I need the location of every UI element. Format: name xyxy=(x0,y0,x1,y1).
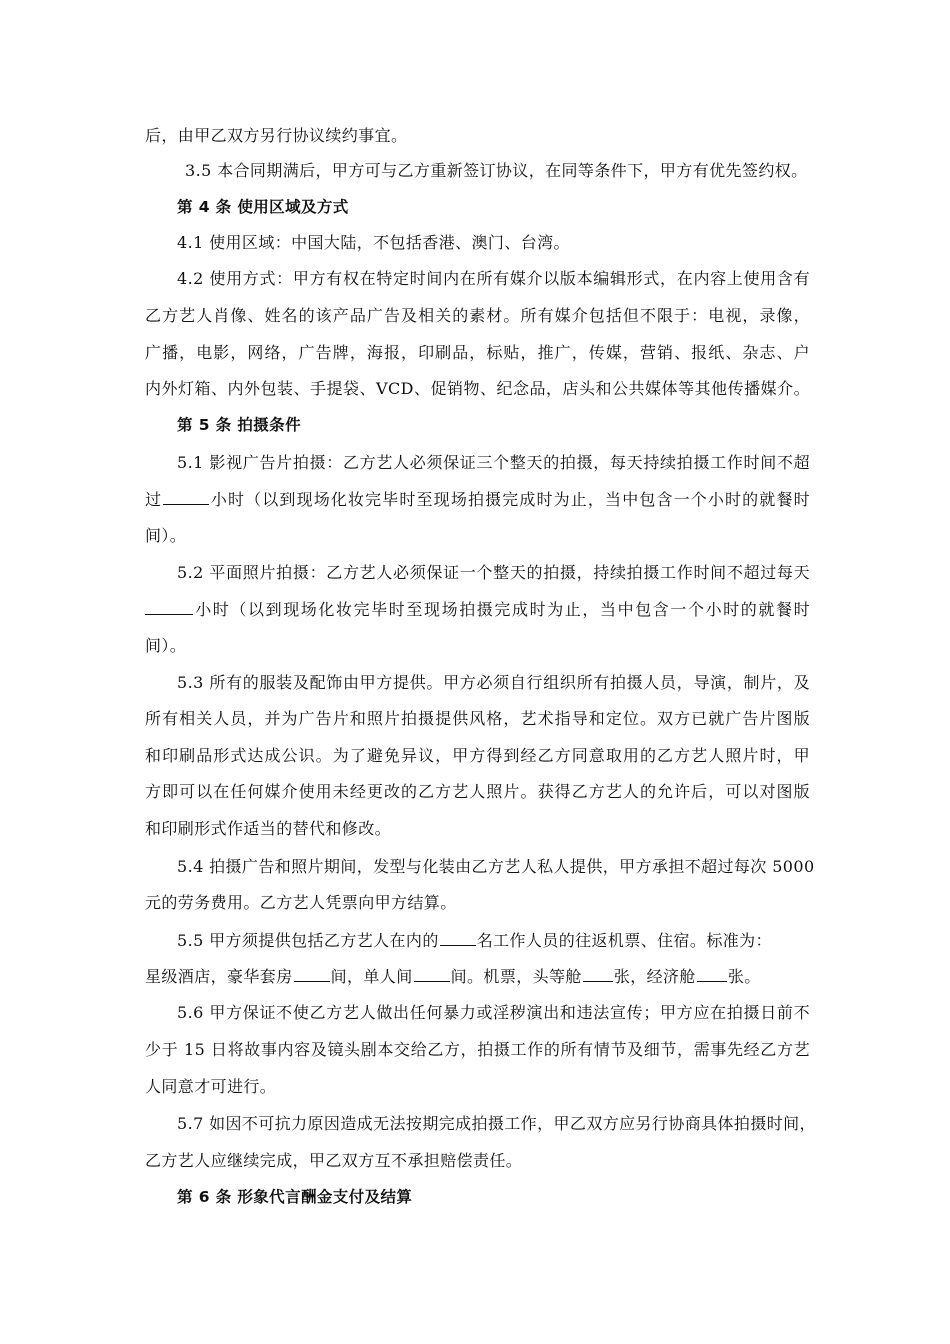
paragraph-line: 元的劳务费用。乙方艺人凭票向甲方结算。 xyxy=(145,893,457,912)
clause-5-4: 5.4 拍摄广告和照片期间，发型与化装由乙方艺人私人提供，甲方承担不超过每次 5000 xyxy=(177,857,815,876)
clause-5-6: 5.6 甲方保证不使乙方艺人做出任何暴力或淫秽演出和违法宣传；甲方应在拍摄日前不 xyxy=(177,1003,810,1022)
text-segment: 间，单人间 xyxy=(330,967,413,986)
paragraph-line: 间）。 xyxy=(145,526,187,545)
paragraph-line: 乙方艺人应继续完成，甲乙双方互不承担赔偿责任。 xyxy=(145,1151,523,1170)
clause-5-3: 5.3 所有的服装及配饰由甲方提供。甲方必须自行组织所有拍摄人员，导演，制片，及 xyxy=(177,673,810,692)
clause-4-2: 4.2 使用方式：甲方有权在特定时间内在所有媒介以版本编辑形式，在内容上使用含有 xyxy=(177,269,810,288)
paragraph-line: 后，由甲乙双方另行协议续约事宜。 xyxy=(145,126,408,145)
fill-in-blank xyxy=(697,965,727,982)
paragraph-line: 方即可以在任何媒介使用未经更改的乙方艺人照片。获得乙方艺人的允许后，可以对图版 xyxy=(145,782,810,801)
paragraph-line: 和印刷品形式达成公识。为了避免异议，甲方得到经乙方同意取用的乙方艺人照片时，甲 xyxy=(145,746,810,765)
paragraph-line xyxy=(145,488,810,511)
clause-5-2: 5.2 平面照片拍摄：乙方艺人必须保证一个整天的拍摄，持续拍摄工作时间不超过每天 xyxy=(177,563,810,582)
fill-in-blank xyxy=(440,929,476,946)
paragraph-line: 人同意才可进行。 xyxy=(145,1077,277,1096)
paragraph-line: 和印刷形式作适当的替代和修改。 xyxy=(145,819,392,838)
article-6-heading: 第 6 条 形象代言酬金支付及结算 xyxy=(177,1188,413,1206)
clause-3-5: 3.5 本合同期满后，甲方可与乙方重新签订协议，在同等条件下，甲方有优先签约权。 xyxy=(185,161,808,180)
fill-in-blank xyxy=(294,965,330,982)
text-segment: 名工作人员的往返机票、住宿。标准为： xyxy=(476,931,772,950)
fill-in-blank xyxy=(163,488,209,505)
paragraph-line: 所有相关人员，并为广告片和照片拍摄提供风格，艺术指导和定位。双方已就广告片图版 xyxy=(145,709,810,728)
text-segment: 星级酒店，豪华套房 xyxy=(145,967,293,986)
text-segment: 5.5 甲方须提供包括乙方艺人在内的 xyxy=(177,931,439,950)
paragraph-line: 少于 15 日将故事内容及镜头剧本交给乙方，拍摄工作的所有情节及细节，需事先经乙方艺 xyxy=(145,1040,810,1059)
paragraph-line: 乙方艺人肖像、姓名的该产品广告及相关的素材。所有媒介包括但不限于：电视，录像， xyxy=(145,306,810,325)
article-5-heading: 第 5 条 拍摄条件 xyxy=(177,416,301,434)
text-segment: 间。机票，头等舱 xyxy=(450,967,582,986)
paragraph-line: 间）。 xyxy=(145,636,187,655)
paragraph-line xyxy=(145,598,810,621)
article-4-heading: 第 4 条 使用区域及方式 xyxy=(177,198,349,216)
fill-in-blank xyxy=(583,965,613,982)
clause-5-1: 5.1 影视广告片拍摄：乙方艺人必须保证三个整天的拍摄，每天持续拍摄工作时间不超 xyxy=(177,453,810,472)
text-segment: 过 xyxy=(145,490,163,509)
paragraph-line xyxy=(145,965,810,988)
text-segment: 小时（以到现场化妆完毕时至现场拍摄完成时为止，当中包含一个小时的就餐时 xyxy=(194,600,810,619)
text-segment: 张。 xyxy=(727,967,761,986)
fill-in-blank xyxy=(145,598,193,615)
clause-5-7: 5.7 如因不可抗力原因造成无法按期完成拍摄工作，甲乙双方应另行协商具体拍摄时间， xyxy=(177,1114,816,1133)
paragraph-line: 内外灯箱、内外包装、手提袋、VCD、促销物、纪念品，店头和公共媒体等其他传播媒介。 xyxy=(145,379,810,398)
clause-5-5 xyxy=(177,929,810,952)
text-segment: 小时（以到现场化妆完毕时至现场拍摄完成时为止，当中包含一个小时的就餐时 xyxy=(210,490,810,509)
clause-4-1: 4.1 使用区域：中国大陆，不包括香港、澳门、台湾。 xyxy=(177,233,570,252)
text-segment: 张，经济舱 xyxy=(613,967,696,986)
paragraph-line: 广播，电影，网络，广告牌，海报，印刷品，标贴，推广，传媒，营销、报纸、杂志、户 xyxy=(145,343,810,362)
fill-in-blank xyxy=(414,965,450,982)
